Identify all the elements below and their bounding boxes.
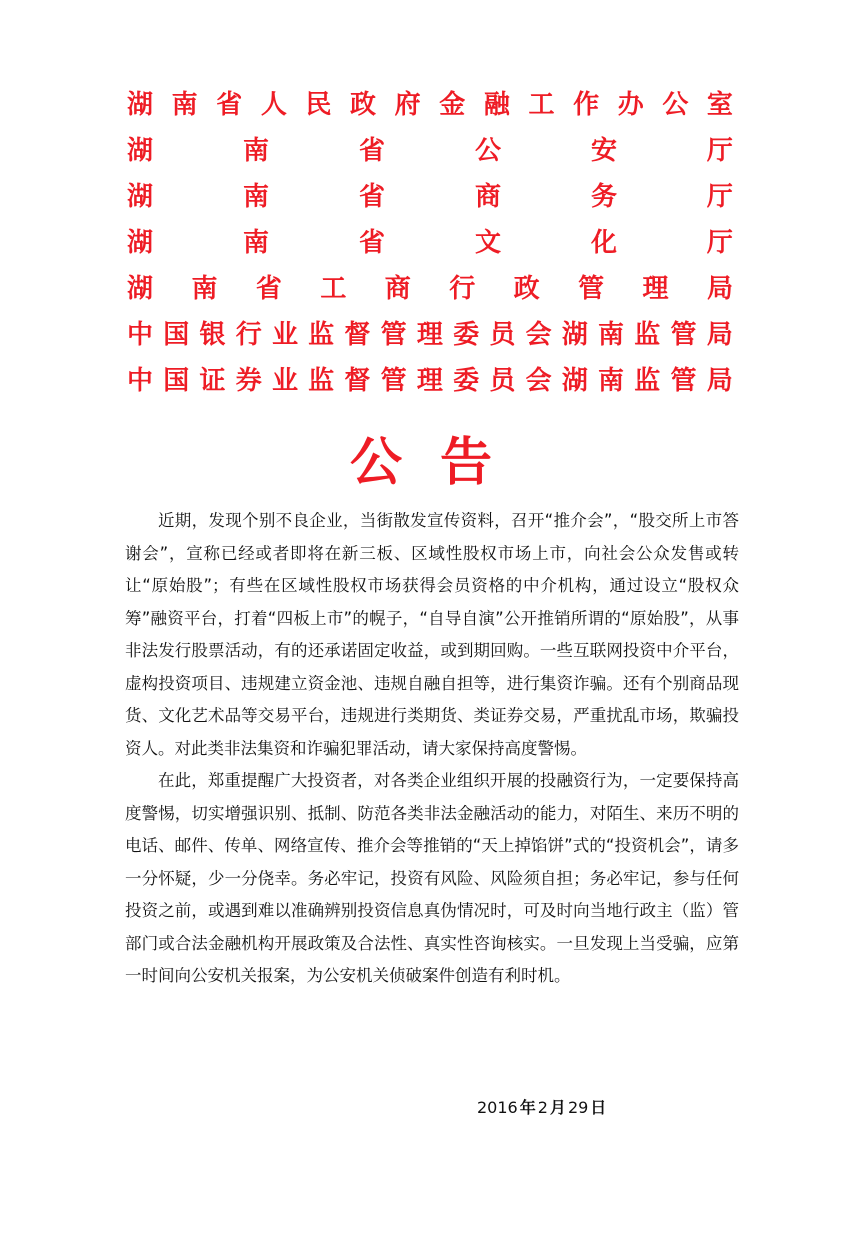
org-char: 公 [474,136,501,166]
org-char: 银 [199,320,226,350]
org-char: 监 [308,320,335,350]
org-char: 理 [642,274,669,304]
org-char: 湖 [127,228,154,258]
date-month-char: 月 [549,1098,566,1117]
org-char: 南 [242,182,269,212]
org-char: 融 [483,90,510,120]
org-char: 南 [171,90,198,120]
org-char: 业 [271,366,298,396]
org-char: 湖 [561,366,588,396]
org-char: 南 [191,274,218,304]
org-line-culture [127,220,733,266]
org-char: 委 [453,320,480,350]
org-char: 监 [308,366,335,396]
org-char: 会 [525,320,552,350]
date-year-char: 年 [519,1098,536,1117]
org-char: 南 [598,320,625,350]
org-char: 金 [439,90,466,120]
org-char: 化 [590,228,617,258]
org-char: 国 [163,320,190,350]
org-line-banking-regulator [127,312,733,358]
body-paragraph-warning: 近期，发现个别不良企业，当街散发宣传资料，召开“推介会”，“股交所上市答谢会”，宣称已经或者即将在新三板、区域性股权市场上市，向社会公众发售或转让“原始股”；有些在区域性股权市场获得会员资格的中介机构，通过设立“股权众筹”融资平台，打着“四板上市”的幌子，“自导自演”公开推销所谓的“原始股”，从事非法发行股票活动，有的还承诺固定收益，或到期回购。一些互联网投资中介平台，虚构投资项目、违规建立资金池、违规自融自担等，进行集资诈骗。还有个别商品现货、文化艺术品等交易平台，违规进行类期货、类证券交易，严重扰乱市场，欺骗投资人。对此类非法集资和诈骗犯罪活动，请大家保持高度警惕。 [125,511,739,758]
org-char: 公 [662,90,689,120]
announcement-body [125,505,739,993]
org-char: 督 [344,366,371,396]
org-char: 文 [474,228,501,258]
org-line-finance-office [127,82,733,128]
org-char: 湖 [561,320,588,350]
org-char: 湖 [127,182,154,212]
org-char: 湖 [127,90,154,120]
org-char: 商 [474,182,501,212]
org-char: 行 [449,274,476,304]
date-year: 2016 [477,1098,518,1117]
org-char: 省 [358,136,385,166]
org-char: 商 [384,274,411,304]
body-paragraph-reminder: 在此，郑重提醒广大投资者，对各类企业组织开展的投融资行为，一定要保持高度警惕，切实增强识别、抵制、防范各类非法金融活动的能力，对陌生、来历不明的电话、邮件、传单、网络宣传、推介会等推销的“天上掉馅饼”式的“投资机会”，请多一分怀疑，少一分侥幸。务必牢记，投资有风险、风险须自担；务必牢记，参与任何投资之前，或遇到难以准确辨别投资信息真伪情况时，可及时向当地行政主（监）管部门或合法金融机构开展政策及合法性、真实性咨询核实。一旦发现上当受骗，应第一时间向公安机关报案，为公安机关侦破案件创造有利时机。 [125,771,739,985]
org-char: 理 [416,366,443,396]
org-char: 政 [350,90,377,120]
org-char: 监 [634,366,661,396]
org-char: 管 [380,366,407,396]
org-char: 工 [320,274,347,304]
date-month: 2 [537,1098,548,1117]
org-char: 理 [416,320,443,350]
org-char: 管 [670,320,697,350]
org-char: 南 [598,366,625,396]
org-char: 安 [590,136,617,166]
org-char: 局 [706,274,733,304]
org-char: 管 [578,274,605,304]
org-char: 工 [528,90,555,120]
issue-date [477,1094,608,1122]
org-line-industry-commerce [127,266,733,312]
org-char: 南 [242,228,269,258]
org-char: 厅 [706,228,733,258]
org-char: 办 [617,90,644,120]
org-line-public-security [127,128,733,174]
org-char: 南 [242,136,269,166]
org-char: 厅 [706,182,733,212]
org-char: 业 [271,320,298,350]
org-char: 省 [358,182,385,212]
org-char: 员 [489,320,516,350]
org-line-securities-regulator [127,358,733,404]
org-char: 督 [344,320,371,350]
org-char: 局 [706,366,733,396]
org-char: 省 [255,274,282,304]
date-day: 29 [567,1098,589,1117]
org-char: 厅 [706,136,733,166]
org-char: 证 [199,366,226,396]
org-char: 监 [634,320,661,350]
org-char: 省 [358,228,385,258]
org-char: 湖 [127,274,154,304]
org-char: 委 [453,366,480,396]
org-char: 员 [489,366,516,396]
org-char: 中 [127,320,154,350]
org-char: 会 [525,366,552,396]
org-line-commerce [127,174,733,220]
org-char: 室 [706,90,733,120]
issuing-organizations [127,82,733,404]
org-char: 国 [163,366,190,396]
org-char: 府 [394,90,421,120]
org-char: 管 [380,320,407,350]
date-day-char: 日 [590,1098,607,1117]
org-char: 政 [513,274,540,304]
org-char: 省 [216,90,243,120]
org-char: 人 [260,90,287,120]
org-char: 中 [127,366,154,396]
org-char: 民 [305,90,332,120]
org-char: 作 [573,90,600,120]
org-char: 行 [235,320,262,350]
document-title: 公告 [349,432,530,493]
org-char: 局 [706,320,733,350]
org-char: 管 [670,366,697,396]
org-char: 湖 [127,136,154,166]
org-char: 务 [590,182,617,212]
org-char: 券 [235,366,262,396]
